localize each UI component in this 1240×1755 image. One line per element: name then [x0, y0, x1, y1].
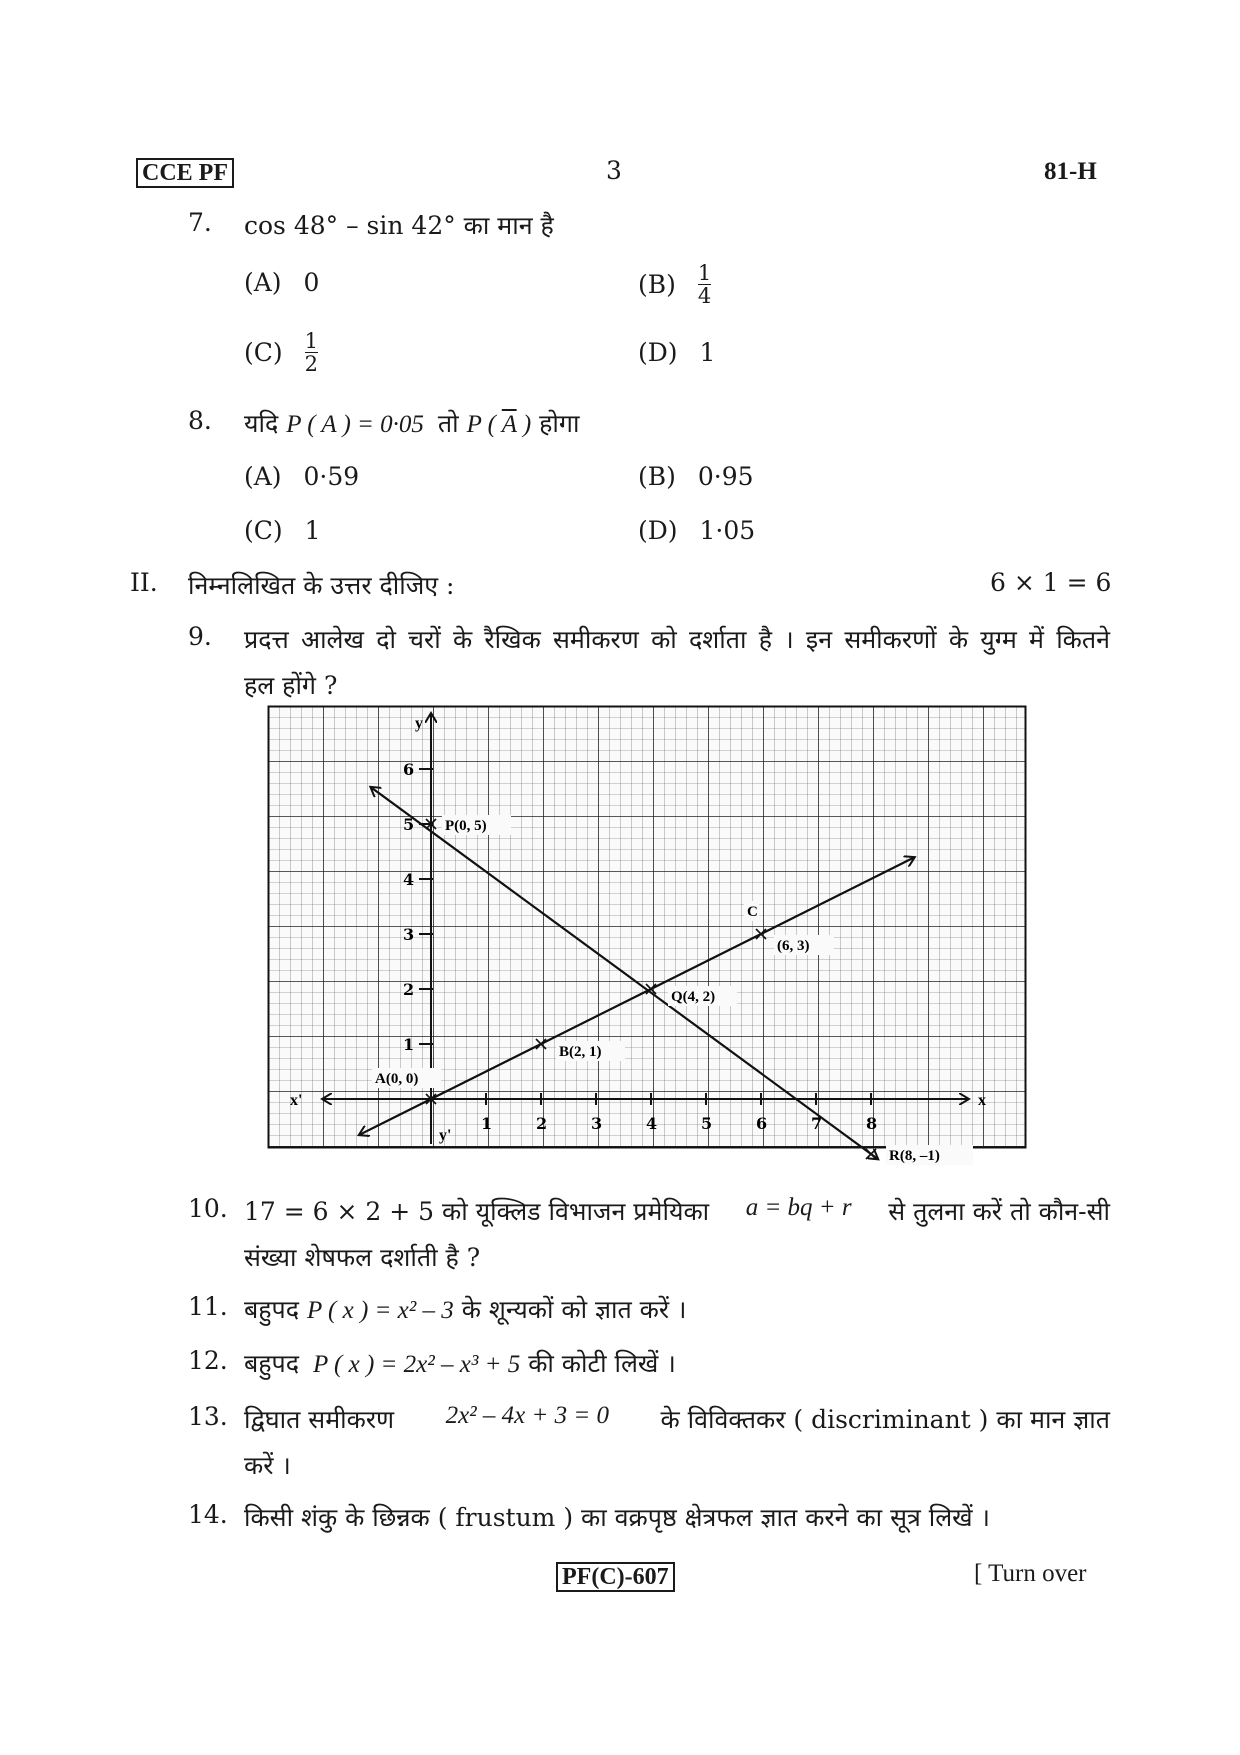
y-tick-label: 1 [403, 1035, 415, 1054]
q10-line1 [244, 1194, 1110, 1228]
option-value: 1 [304, 516, 321, 545]
q9-number: 9. [188, 622, 212, 651]
section-title: निम्नलिखित के उत्तर दीजिए : [188, 571, 455, 600]
option-value: 0 [303, 268, 320, 297]
q11-pre: बहुपद [244, 1295, 300, 1324]
x-tick-label: 6 [756, 1114, 768, 1133]
q11-number: 11. [188, 1292, 228, 1321]
q14-text: किसी शंकु के छिन्नक ( frustum ) का वक्रपृष्ठ क्षेत्रफल ज्ञात करने का सूत्र लिखें । [244, 1503, 991, 1532]
q8-pabar-close: ) [522, 411, 532, 438]
q8-pabar-a: $\overline{A}$ [501, 411, 517, 438]
q10-line1-b: से तुलना करें तो कौन-सी [888, 1197, 1110, 1226]
q13-pre: द्विघात समीकरण [244, 1405, 395, 1434]
y-tick-label: 2 [403, 980, 415, 999]
q10-formula: a = bq + r [745, 1194, 852, 1221]
q9-line2: हल होंगे ? [244, 671, 338, 700]
q8-option-c [244, 516, 321, 545]
option-label: (C) [244, 338, 283, 367]
paper-code-left: CCE PF [136, 158, 234, 188]
q13-line1 [244, 1402, 1110, 1436]
q8-pabar-p: P ( [466, 411, 496, 438]
option-value: 1 [699, 338, 716, 367]
q13-number: 13. [188, 1402, 228, 1431]
option-label: (A) [244, 268, 282, 297]
q7-option-b [638, 262, 711, 307]
q11-text [244, 1292, 687, 1326]
q13-expr: 2x² – 4x + 3 = 0 [445, 1402, 610, 1429]
section-marks: 6 × 1 = 6 [990, 568, 1112, 597]
q8-pabar [467, 411, 532, 438]
q8-option-b [638, 462, 754, 491]
graph-paper-chart [268, 706, 1026, 1164]
q11-expr: P ( x ) = x² – 3 [306, 1297, 454, 1324]
x-tick-label: 7 [811, 1114, 823, 1133]
q12-expr: P ( x ) = 2x² – x³ + 5 [312, 1351, 521, 1378]
point-label: R(8, –1) [889, 1148, 940, 1164]
q12-pre: बहुपद [244, 1349, 300, 1378]
x-tick-label: 5 [701, 1114, 713, 1133]
q8-option-d [638, 516, 755, 545]
x-tick-label: 2 [536, 1114, 548, 1133]
q7-number: 7. [188, 208, 212, 237]
q12-post: की कोटी लिखें । [528, 1349, 676, 1378]
option-label: (C) [244, 516, 283, 545]
q12-text [244, 1346, 676, 1380]
x-axis-label: x [978, 1092, 986, 1109]
option-label: (B) [638, 270, 676, 299]
section-roman: II. [130, 568, 158, 597]
point-label: Q(4, 2) [671, 989, 716, 1005]
q14-number: 14. [188, 1500, 228, 1529]
option-label: (A) [244, 462, 282, 491]
x-tick-label: 3 [591, 1114, 603, 1133]
y-axis-neg-label: y' [439, 1127, 452, 1144]
point-label: C [747, 904, 758, 920]
option-label: (D) [638, 516, 678, 545]
q7-option-a [244, 268, 319, 297]
q10-line1-a: 17 = 6 × 2 + 5 को यूक्लिड विभाजन प्रमेयिका [244, 1197, 710, 1226]
numerator: 1 [304, 329, 318, 353]
fraction [698, 262, 711, 307]
q13-line2: करें । [244, 1451, 291, 1480]
q7-text: cos 48° – sin 42° का मान है [244, 211, 554, 240]
point-label: A(0, 0) [375, 1071, 419, 1087]
q7-option-c [244, 330, 318, 375]
option-value: 0·95 [697, 462, 754, 491]
x-tick-label: 1 [481, 1114, 493, 1133]
q10-number: 10. [188, 1194, 228, 1223]
page-number: 3 [606, 156, 622, 185]
y-axis-label: y [415, 715, 423, 732]
y-tick-label: 5 [403, 815, 415, 834]
x-tick-label: 4 [646, 1114, 658, 1133]
q8-post: होगा [539, 409, 580, 438]
x-axis-neg-label: x' [290, 1092, 303, 1109]
denominator: 2 [304, 352, 318, 376]
footer-code: PF(C)-607 [556, 1562, 675, 1592]
q8-option-a [244, 462, 359, 491]
y-tick-label: 4 [403, 870, 415, 889]
point-label: B(2, 1) [559, 1044, 602, 1060]
paper-code-right: 81-H [1044, 158, 1097, 185]
option-value: 1·05 [699, 516, 756, 545]
option-label: (B) [638, 462, 676, 491]
turn-over: [ Turn over [974, 1560, 1087, 1587]
q8-pre: यदि [244, 409, 279, 438]
numerator: 1 [697, 261, 712, 285]
q8-pa: P ( A ) = 0·05 [286, 411, 424, 438]
q12-number: 12. [188, 1346, 228, 1375]
option-value: 0·59 [303, 462, 360, 491]
q8-mid: तो [437, 409, 459, 438]
q8-number: 8. [188, 406, 212, 435]
y-tick-label: 6 [403, 760, 415, 779]
q13-post: के विविक्तकर ( discriminant ) का मान ज्ञात [660, 1405, 1110, 1434]
q9-line1: प्रदत्त आलेख दो चरों के रैखिक समीकरण को दर्शाता है । इन समीकरणों के युग्म में कितने [244, 625, 1110, 654]
q7-option-d [638, 338, 715, 367]
denominator: 4 [697, 284, 712, 308]
q11-post: के शून्यकों को ज्ञात करें । [461, 1295, 687, 1324]
fraction [305, 330, 318, 375]
q10-line2: संख्या शेषफल दर्शाती है ? [244, 1243, 481, 1272]
point-label: P(0, 5) [445, 818, 487, 834]
option-label: (D) [638, 338, 678, 367]
point-label: (6, 3) [777, 938, 810, 954]
q8-text [244, 406, 579, 440]
y-tick-label: 3 [403, 925, 415, 944]
x-tick-label: 8 [866, 1114, 878, 1133]
